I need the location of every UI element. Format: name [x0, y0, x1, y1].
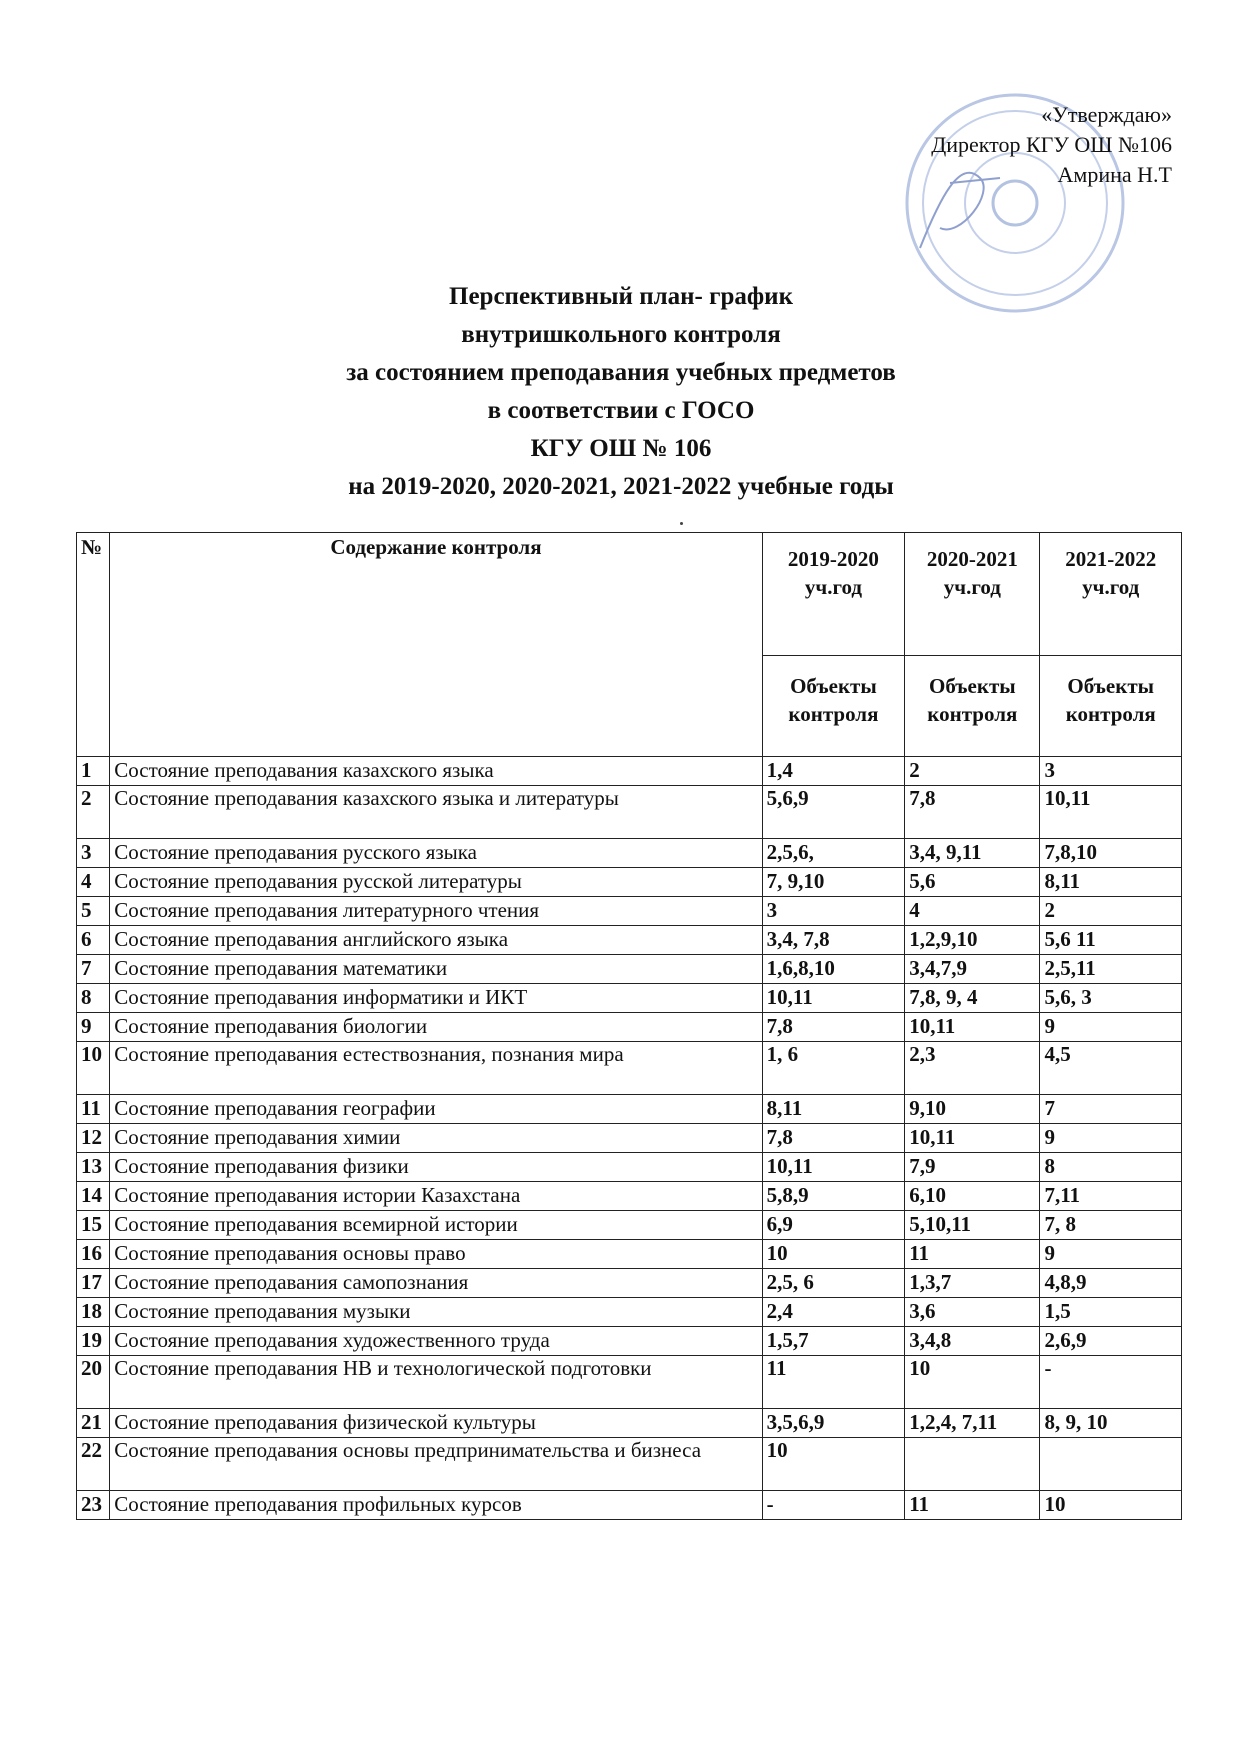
row-objects-2019: -: [762, 1491, 905, 1520]
row-objects-2019: 1, 6: [762, 1042, 905, 1095]
row-objects-2021: 10,11: [1040, 786, 1182, 839]
scan-speck: [680, 522, 683, 525]
row-objects-2020: 7,9: [905, 1153, 1040, 1182]
row-objects-2020: 6,10: [905, 1182, 1040, 1211]
row-number: 5: [77, 897, 110, 926]
row-content: Состояние преподавания физики: [110, 1153, 762, 1182]
row-objects-2019: 5,6,9: [762, 786, 905, 839]
row-objects-2019: 11: [762, 1356, 905, 1409]
row-content: Состояние преподавания музыки: [110, 1298, 762, 1327]
row-objects-2020: 11: [905, 1240, 1040, 1269]
row-objects-2021: 8,11: [1040, 868, 1182, 897]
row-objects-2019: 7, 9,10: [762, 868, 905, 897]
row-objects-2019: 3,4, 7,8: [762, 926, 905, 955]
row-number: 17: [77, 1269, 110, 1298]
table-row: [77, 1491, 1182, 1520]
row-content: Состояние преподавания литературного чтения: [110, 897, 762, 926]
row-objects-2019: 6,9: [762, 1211, 905, 1240]
approval-block: [931, 100, 1172, 190]
row-objects-2021: 3: [1040, 757, 1182, 786]
row-objects-2019: 2,5, 6: [762, 1269, 905, 1298]
header-content: Содержание контроля: [110, 533, 762, 757]
table-row: [77, 868, 1182, 897]
row-number: 18: [77, 1298, 110, 1327]
row-objects-2020: 5,10,11: [905, 1211, 1040, 1240]
row-content: Состояние преподавания истории Казахстана: [110, 1182, 762, 1211]
row-content: Состояние преподавания основы право: [110, 1240, 762, 1269]
row-number: 13: [77, 1153, 110, 1182]
row-number: 22: [77, 1438, 110, 1491]
table-row: [77, 1095, 1182, 1124]
row-objects-2020: 2,3: [905, 1042, 1040, 1095]
table-row: [77, 1269, 1182, 1298]
row-number: 14: [77, 1182, 110, 1211]
row-objects-2021: 5,6 11: [1040, 926, 1182, 955]
table-row: [77, 955, 1182, 984]
row-number: 23: [77, 1491, 110, 1520]
row-content: Состояние преподавания самопознания: [110, 1269, 762, 1298]
row-content: Состояние преподавания математики: [110, 955, 762, 984]
row-objects-2021: 2,5,11: [1040, 955, 1182, 984]
header-year-1: 2019-2020 уч.год: [762, 533, 905, 656]
table-row: [77, 1013, 1182, 1042]
row-number: 3: [77, 839, 110, 868]
row-objects-2020: 3,4, 9,11: [905, 839, 1040, 868]
row-objects-2021: 4,8,9: [1040, 1269, 1182, 1298]
approval-line-1: «Утверждаю»: [1041, 102, 1172, 127]
table-row: [77, 839, 1182, 868]
row-objects-2021: 2: [1040, 897, 1182, 926]
table-row: [77, 1211, 1182, 1240]
row-objects-2020: 11: [905, 1491, 1040, 1520]
row-number: 8: [77, 984, 110, 1013]
row-content: Состояние преподавания биологии: [110, 1013, 762, 1042]
row-objects-2020: 3,4,8: [905, 1327, 1040, 1356]
row-content: Состояние преподавания основы предпринимательства и бизнеса: [110, 1438, 762, 1491]
title-line-4: в соответствии с ГОСО: [487, 397, 755, 424]
table-row: [77, 1356, 1182, 1409]
row-objects-2020: 2: [905, 757, 1040, 786]
row-content: Состояние преподавания казахского языка: [110, 757, 762, 786]
row-objects-2021: 1,5: [1040, 1298, 1182, 1327]
row-objects-2019: 7,8: [762, 1124, 905, 1153]
row-content: Состояние преподавания информатики и ИКТ: [110, 984, 762, 1013]
header-objects-2: Объекты контроля: [905, 656, 1040, 757]
row-number: 19: [77, 1327, 110, 1356]
row-objects-2020: [905, 1438, 1040, 1491]
row-objects-2021: 10: [1040, 1491, 1182, 1520]
row-content: Состояние преподавания казахского языка и литературы: [110, 786, 762, 839]
row-objects-2020: 3,4,7,9: [905, 955, 1040, 984]
table-row: [77, 1182, 1182, 1211]
header-year-2: 2020-2021 уч.год: [905, 533, 1040, 656]
approval-line-3: Амрина Н.Т: [1057, 162, 1172, 187]
table-body: [77, 757, 1182, 1520]
row-objects-2019: 2,4: [762, 1298, 905, 1327]
table-row: [77, 897, 1182, 926]
table-row: [77, 1124, 1182, 1153]
row-objects-2021: 7, 8: [1040, 1211, 1182, 1240]
row-objects-2021: 7,8,10: [1040, 839, 1182, 868]
row-content: Состояние преподавания НВ и технологической подготовки: [110, 1356, 762, 1409]
row-objects-2019: 5,8,9: [762, 1182, 905, 1211]
row-content: Состояние преподавания профильных курсов: [110, 1491, 762, 1520]
approval-line-2: Директор КГУ ОШ №106: [931, 132, 1172, 157]
row-objects-2019: 1,4: [762, 757, 905, 786]
table-row: [77, 926, 1182, 955]
row-content: Состояние преподавания художественного труда: [110, 1327, 762, 1356]
title-line-5: КГУ ОШ № 106: [530, 435, 712, 462]
row-objects-2019: 10,11: [762, 984, 905, 1013]
row-number: 21: [77, 1409, 110, 1438]
title-line-3: за состоянием преподавания учебных предметов: [346, 359, 896, 386]
table-row: [77, 786, 1182, 839]
row-content: Состояние преподавания английского языка: [110, 926, 762, 955]
row-number: 12: [77, 1124, 110, 1153]
row-objects-2020: 1,2,4, 7,11: [905, 1409, 1040, 1438]
row-objects-2021: 7,11: [1040, 1182, 1182, 1211]
row-number: 2: [77, 786, 110, 839]
row-objects-2021: 8, 9, 10: [1040, 1409, 1182, 1438]
header-objects-1: Объекты контроля: [762, 656, 905, 757]
row-content: Состояние преподавания географии: [110, 1095, 762, 1124]
table-row: [77, 1327, 1182, 1356]
row-objects-2019: 10,11: [762, 1153, 905, 1182]
row-content: Состояние преподавания всемирной истории: [110, 1211, 762, 1240]
row-number: 6: [77, 926, 110, 955]
row-objects-2021: 5,6, 3: [1040, 984, 1182, 1013]
document-title: [0, 278, 1242, 506]
table-row: [77, 1153, 1182, 1182]
row-content: Состояние преподавания химии: [110, 1124, 762, 1153]
row-objects-2019: 3: [762, 897, 905, 926]
row-objects-2020: 1,2,9,10: [905, 926, 1040, 955]
table-row: [77, 1298, 1182, 1327]
row-objects-2021: 9: [1040, 1124, 1182, 1153]
row-objects-2021: 4,5: [1040, 1042, 1182, 1095]
row-objects-2021: 7: [1040, 1095, 1182, 1124]
row-objects-2021: 9: [1040, 1240, 1182, 1269]
row-objects-2021: 2,6,9: [1040, 1327, 1182, 1356]
row-objects-2021: 9: [1040, 1013, 1182, 1042]
row-number: 16: [77, 1240, 110, 1269]
row-objects-2019: 1,5,7: [762, 1327, 905, 1356]
row-objects-2019: 10: [762, 1438, 905, 1491]
row-objects-2021: 8: [1040, 1153, 1182, 1182]
row-objects-2020: 1,3,7: [905, 1269, 1040, 1298]
row-objects-2020: 10,11: [905, 1124, 1040, 1153]
row-objects-2019: 1,6,8,10: [762, 955, 905, 984]
header-year-3: 2021-2022 уч.год: [1040, 533, 1182, 656]
row-objects-2021: [1040, 1438, 1182, 1491]
row-objects-2020: 9,10: [905, 1095, 1040, 1124]
control-plan-table: [76, 532, 1182, 1520]
row-number: 11: [77, 1095, 110, 1124]
row-number: 1: [77, 757, 110, 786]
row-content: Состояние преподавания русской литературы: [110, 868, 762, 897]
row-objects-2019: 2,5,6,: [762, 839, 905, 868]
header-objects-3: Объекты контроля: [1040, 656, 1182, 757]
title-line-2: внутришкольного контроля: [461, 321, 781, 348]
header-num: №: [77, 533, 110, 757]
row-objects-2020: 5,6: [905, 868, 1040, 897]
row-number: 15: [77, 1211, 110, 1240]
row-objects-2020: 7,8: [905, 786, 1040, 839]
row-objects-2019: 7,8: [762, 1013, 905, 1042]
table-row: [77, 984, 1182, 1013]
row-number: 9: [77, 1013, 110, 1042]
row-objects-2019: 10: [762, 1240, 905, 1269]
row-content: Состояние преподавания естествознания, познания мира: [110, 1042, 762, 1095]
title-line-6: на 2019-2020, 2020-2021, 2021-2022 учебные годы: [348, 473, 894, 500]
row-content: Состояние преподавания русского языка: [110, 839, 762, 868]
row-number: 7: [77, 955, 110, 984]
table-row: [77, 1240, 1182, 1269]
table-row: [77, 1438, 1182, 1491]
row-objects-2019: 8,11: [762, 1095, 905, 1124]
row-objects-2020: 10: [905, 1356, 1040, 1409]
row-number: 10: [77, 1042, 110, 1095]
row-objects-2020: 3,6: [905, 1298, 1040, 1327]
row-number: 4: [77, 868, 110, 897]
row-objects-2020: 4: [905, 897, 1040, 926]
title-line-1: Перспективный план- график: [449, 283, 793, 310]
table-row: [77, 757, 1182, 786]
row-objects-2020: 7,8, 9, 4: [905, 984, 1040, 1013]
row-objects-2021: -: [1040, 1356, 1182, 1409]
table-row: [77, 1409, 1182, 1438]
table-row: [77, 1042, 1182, 1095]
row-objects-2019: 3,5,6,9: [762, 1409, 905, 1438]
row-number: 20: [77, 1356, 110, 1409]
row-content: Состояние преподавания физической культуры: [110, 1409, 762, 1438]
row-objects-2020: 10,11: [905, 1013, 1040, 1042]
